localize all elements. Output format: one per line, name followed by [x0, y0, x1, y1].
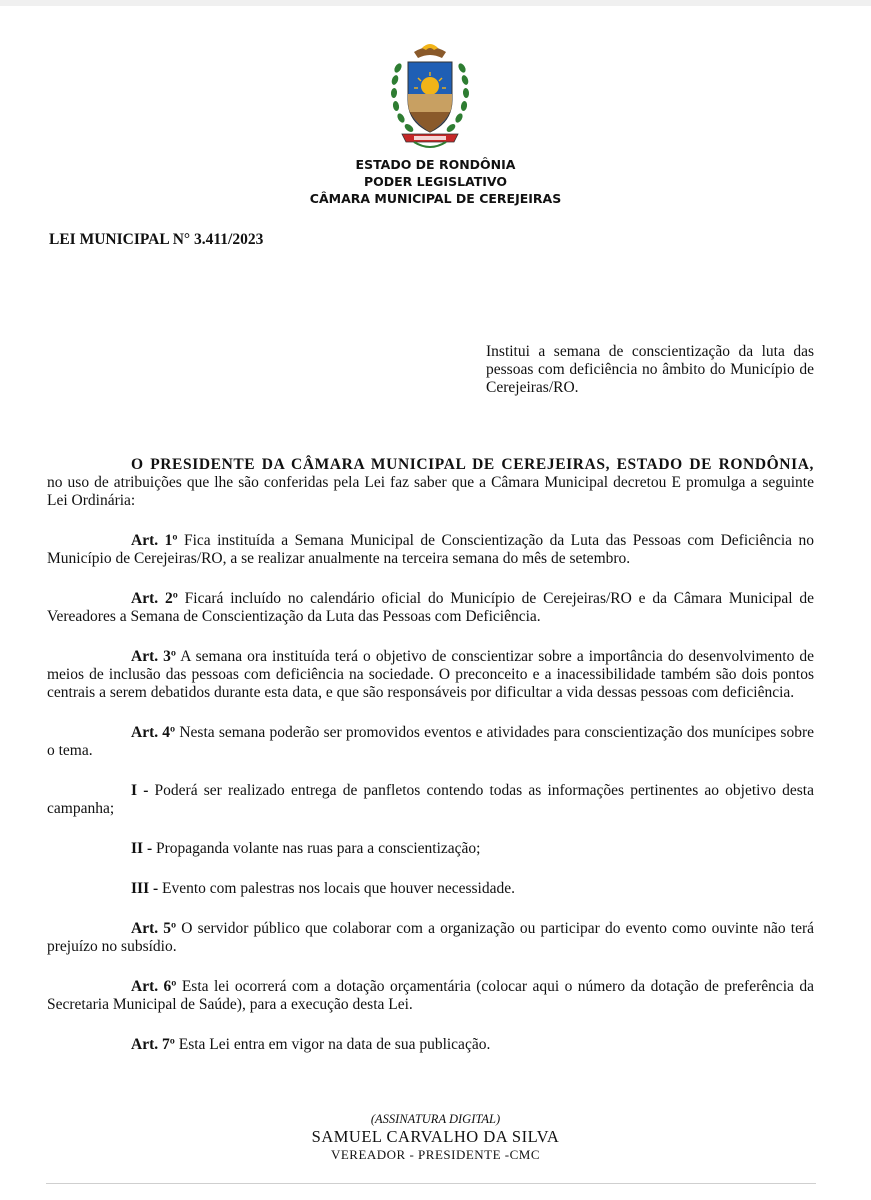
article-label: Art. 3º [131, 648, 177, 665]
article-label: Art. 2º [131, 590, 178, 607]
article-4 [47, 724, 814, 760]
preamble-text: no uso de atribuições que lhe são conferidas pela Lei faz saber que a Câmara Municipal decretou E promulga a seguinte Lei Ordinária: [47, 474, 814, 509]
article-text: O servidor público que colaborar com a organização ou participar do evento como ouvinte não terá prejuízo no subsídio. [47, 920, 814, 955]
document-header [0, 156, 871, 207]
article-6 [47, 978, 814, 1014]
item-label: II - [131, 840, 153, 857]
bottom-divider [46, 1183, 816, 1184]
header-power: PODER LEGISLATIVO [363, 174, 508, 189]
top-edge [0, 0, 871, 6]
signer-role: VEREADOR - PRESIDENTE -CMC [330, 1147, 541, 1162]
article-3 [47, 648, 814, 702]
item-text: Evento com palestras nos locais que houver necessidade. [158, 880, 515, 897]
item-text: Propaganda volante nas ruas para a conscientização; [152, 840, 481, 857]
article-text: Nesta semana poderão ser promovidos eventos e atividades para conscientização dos munícipes sobre o tema. [47, 724, 815, 759]
header-chamber: CÂMARA MUNICIPAL DE CEREJEIRAS [309, 191, 562, 206]
law-number: LEI MUNICIPAL N° 3.411/2023 [49, 231, 264, 248]
article-2 [47, 590, 814, 626]
article-text: A semana ora instituída terá o objetivo de conscientizar sobre a importância do desenvolvimento de meios de inclusão das pessoas com deficiência na sociedade. O preconceito e a inacessibilidade também são dois pontos centrais a serem debatidos durante esta data, e que são responsáveis por dificultar a vida dessas pessoas com deficiência. [47, 648, 814, 701]
municipal-coat-of-arms-icon [384, 38, 476, 156]
article-7 [47, 1036, 814, 1054]
signer-name: SAMUEL CARVALHO DA SILVA [311, 1127, 560, 1146]
law-body [47, 456, 814, 1054]
header-state: ESTADO DE RONDÔNIA [355, 157, 516, 172]
article-text: Fica instituída a Semana Municipal de Conscientização da Luta das Pessoas com Deficiência no Município de Cerejeiras/RO, a se realizar anualmente na terceira semana do mês de setembro. [47, 532, 814, 567]
article-label: Art. 5º [131, 920, 177, 937]
item-ii [47, 840, 814, 858]
article-text: Ficará incluído no calendário oficial do Município de Cerejeiras/RO e da Câmara Municipal de Vereadores a Semana de Conscientização da Luta das Pessoas com Deficiência. [47, 590, 814, 625]
signature-block [0, 1112, 871, 1163]
article-5 [47, 920, 814, 956]
article-label: Art. 4º [131, 724, 176, 741]
article-text: Esta lei ocorrerá com a dotação orçamentária (colocar aqui o número da dotação de preferência da Secretaria Municipal de Saúde), para a execução desta Lei. [47, 978, 814, 1013]
item-text: Poderá ser realizado entrega de panfletos contendo todas as informações pertinentes ao objetivo desta campanha; [47, 782, 814, 817]
article-1 [47, 532, 814, 568]
law-summary: Institui a semana de conscientização da luta das pessoas com deficiência no âmbito do Município de Cerejeiras/RO. [486, 343, 814, 396]
item-iii [47, 880, 814, 898]
article-text: Esta Lei entra em vigor na data de sua publicação. [174, 1036, 491, 1053]
preamble-title: O PRESIDENTE DA CÂMARA MUNICIPAL DE CEREJEIRAS, ESTADO DE RONDÔNIA, [131, 456, 814, 473]
item-label: III - [131, 880, 159, 897]
preamble [47, 456, 814, 510]
item-i [47, 782, 814, 818]
article-label: Art. 1º [131, 532, 178, 549]
digital-signature-note: (ASSINATURA DIGITAL) [370, 1112, 501, 1126]
article-label: Art. 6º [131, 978, 177, 995]
item-label: I - [131, 782, 149, 799]
article-label: Art. 7º [131, 1036, 175, 1053]
